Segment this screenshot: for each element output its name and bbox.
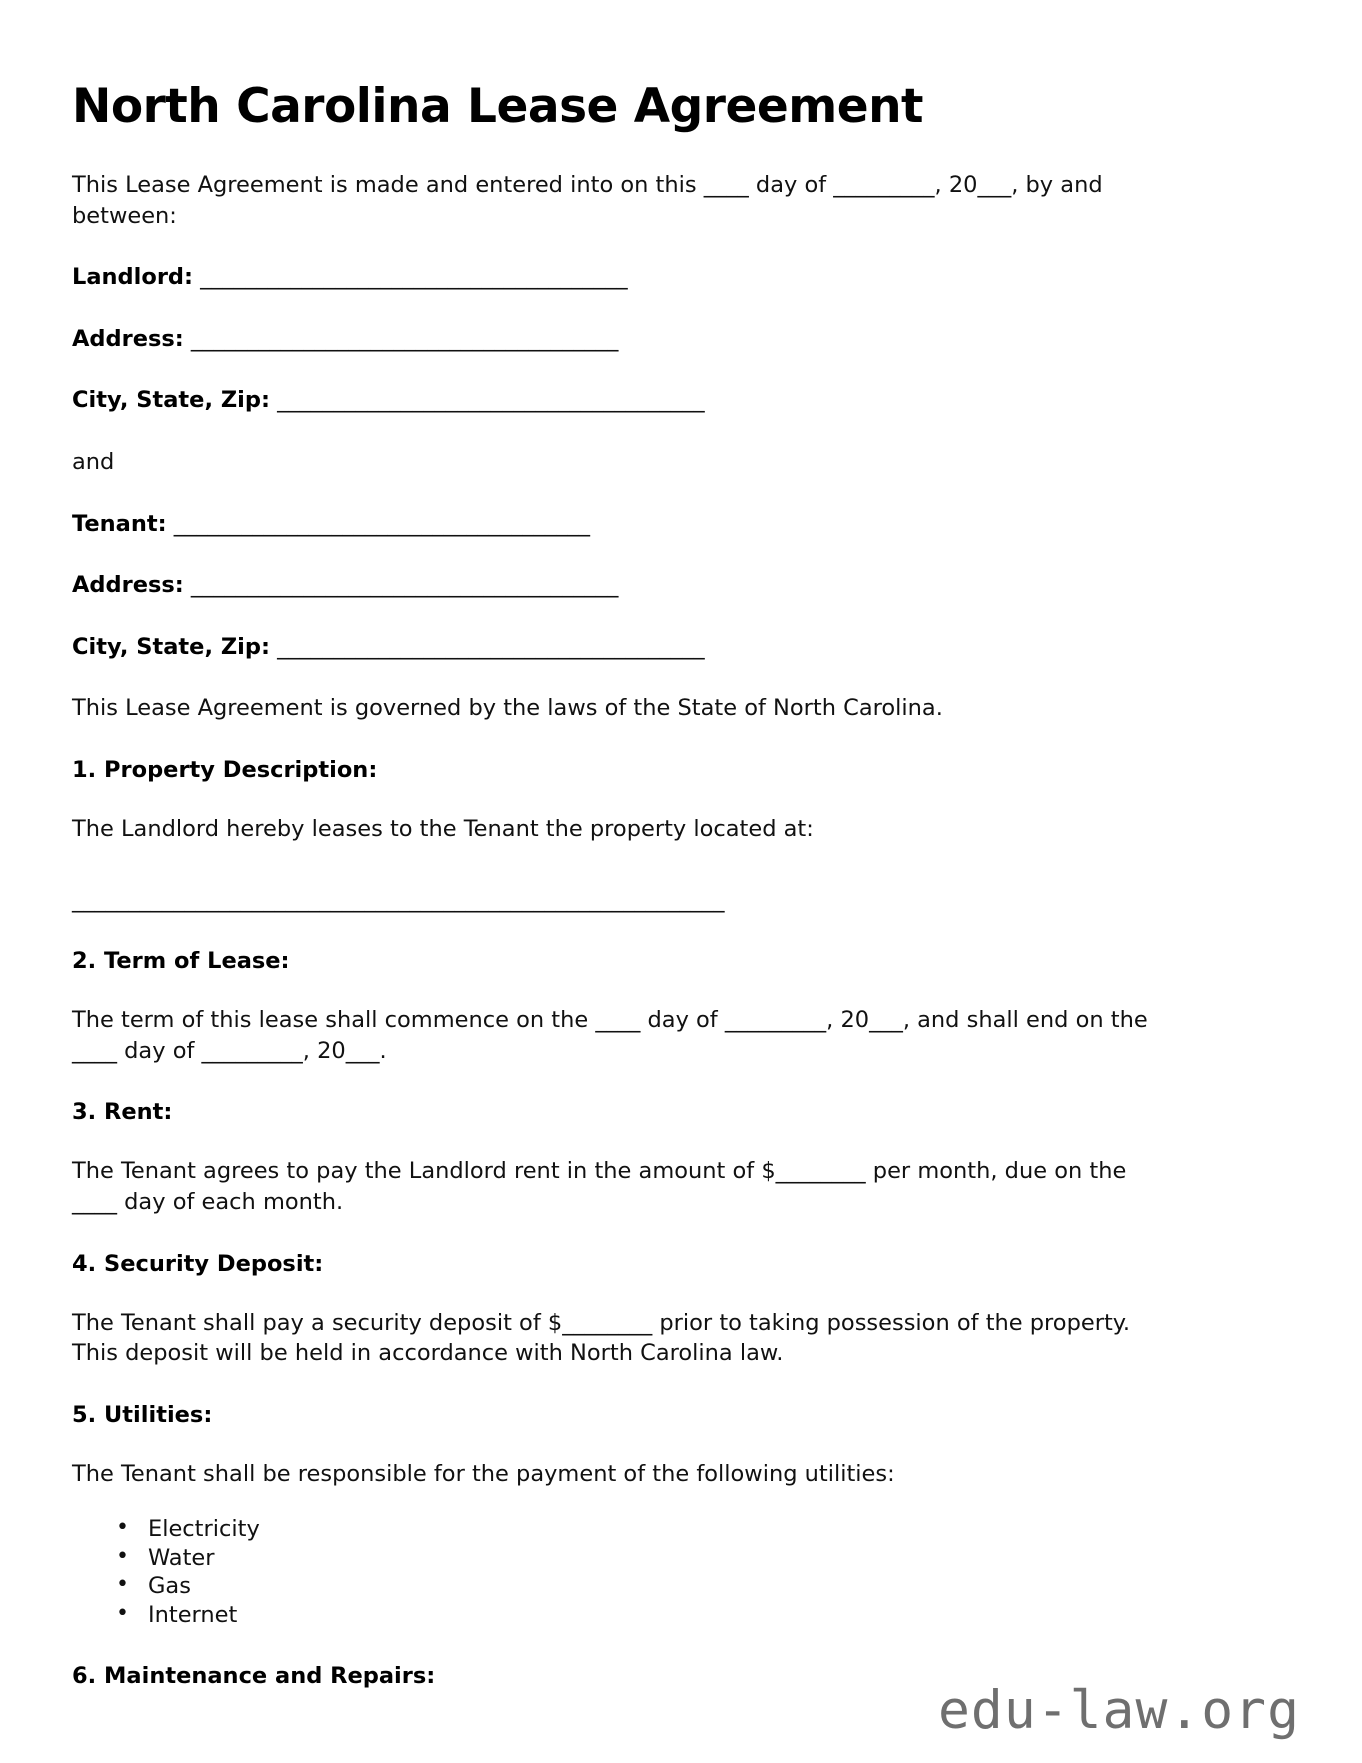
- tenant-blank[interactable]: _____________________________________: [173, 510, 590, 537]
- tenant-label: Tenant:: [72, 510, 167, 537]
- section-heading-utilities: 5. Utilities:: [72, 1401, 213, 1428]
- section-heading-maintenance-and-repairs: 6. Maintenance and Repairs:: [72, 1662, 436, 1689]
- section-body-term-of-lease: The term of this lease shall commence on the ____ day of _________, 20___, and shall end on the ____ day of _________, 20___.: [72, 1007, 1148, 1064]
- tenant-address-field: [72, 570, 1290, 601]
- governing-law-paragraph: This Lease Agreement is governed by the laws of the State of North Carolina.: [72, 695, 943, 722]
- landlord-address-blank[interactable]: ______________________________________: [190, 325, 619, 352]
- intro-paragraph: This Lease Agreement is made and entered into on this ____ day of _________, 20___, by and between:: [72, 172, 1103, 229]
- list-item: • Electricity: [110, 1515, 1290, 1544]
- page-title: North Carolina Lease Agreement: [72, 79, 924, 134]
- section-heading-rent: 3. Rent:: [72, 1099, 173, 1126]
- tenant-address-label: Address:: [72, 572, 184, 599]
- landlord-address-field: [72, 324, 1290, 355]
- landlord-city-state-zip-label: City, State, Zip:: [72, 387, 270, 414]
- landlord-address-label: Address:: [72, 325, 184, 352]
- section-heading-term-of-lease: 2. Term of Lease:: [72, 948, 290, 975]
- landlord-label: Landlord:: [72, 264, 194, 291]
- tenant-address-blank[interactable]: ______________________________________: [190, 572, 619, 599]
- section-body-security-deposit: The Tenant shall pay a security deposit of $________ prior to taking possession of the property. This deposit will be held in accordance with North Carolina law.: [72, 1309, 1131, 1367]
- tenant-city-state-zip-blank[interactable]: ______________________________________: [277, 633, 705, 660]
- landlord-city-state-zip-field: [72, 385, 1290, 416]
- landlord-blank[interactable]: ______________________________________: [200, 264, 628, 291]
- section-body-utilities: The Tenant shall be responsible for the payment of the following utilities:: [72, 1460, 895, 1487]
- list-item: • Gas: [110, 1572, 1290, 1601]
- tenant-city-state-zip-label: City, State, Zip:: [72, 633, 270, 660]
- section-heading-property-description: 1. Property Description:: [72, 756, 378, 783]
- section-heading-security-deposit: 4. Security Deposit:: [72, 1250, 324, 1277]
- landlord-city-state-zip-blank[interactable]: ______________________________________: [277, 387, 705, 414]
- site-watermark: edu-law.org: [938, 1680, 1300, 1741]
- property-address-blank[interactable]: __________________________________________________________: [72, 886, 725, 913]
- utilities-list: [72, 1515, 1290, 1629]
- tenant-field: [72, 509, 1290, 540]
- section-body-rent: The Tenant agrees to pay the Landlord rent in the amount of $________ per month, due on the ____ day of each month.: [72, 1158, 1127, 1215]
- section-body-property-description: The Landlord hereby leases to the Tenant the property located at:: [72, 815, 814, 842]
- list-item: • Internet: [110, 1601, 1290, 1630]
- landlord-field: [72, 262, 1290, 293]
- tenant-city-state-zip-field: [72, 632, 1290, 663]
- list-item: • Water: [110, 1544, 1290, 1573]
- and-connector: and: [72, 449, 115, 476]
